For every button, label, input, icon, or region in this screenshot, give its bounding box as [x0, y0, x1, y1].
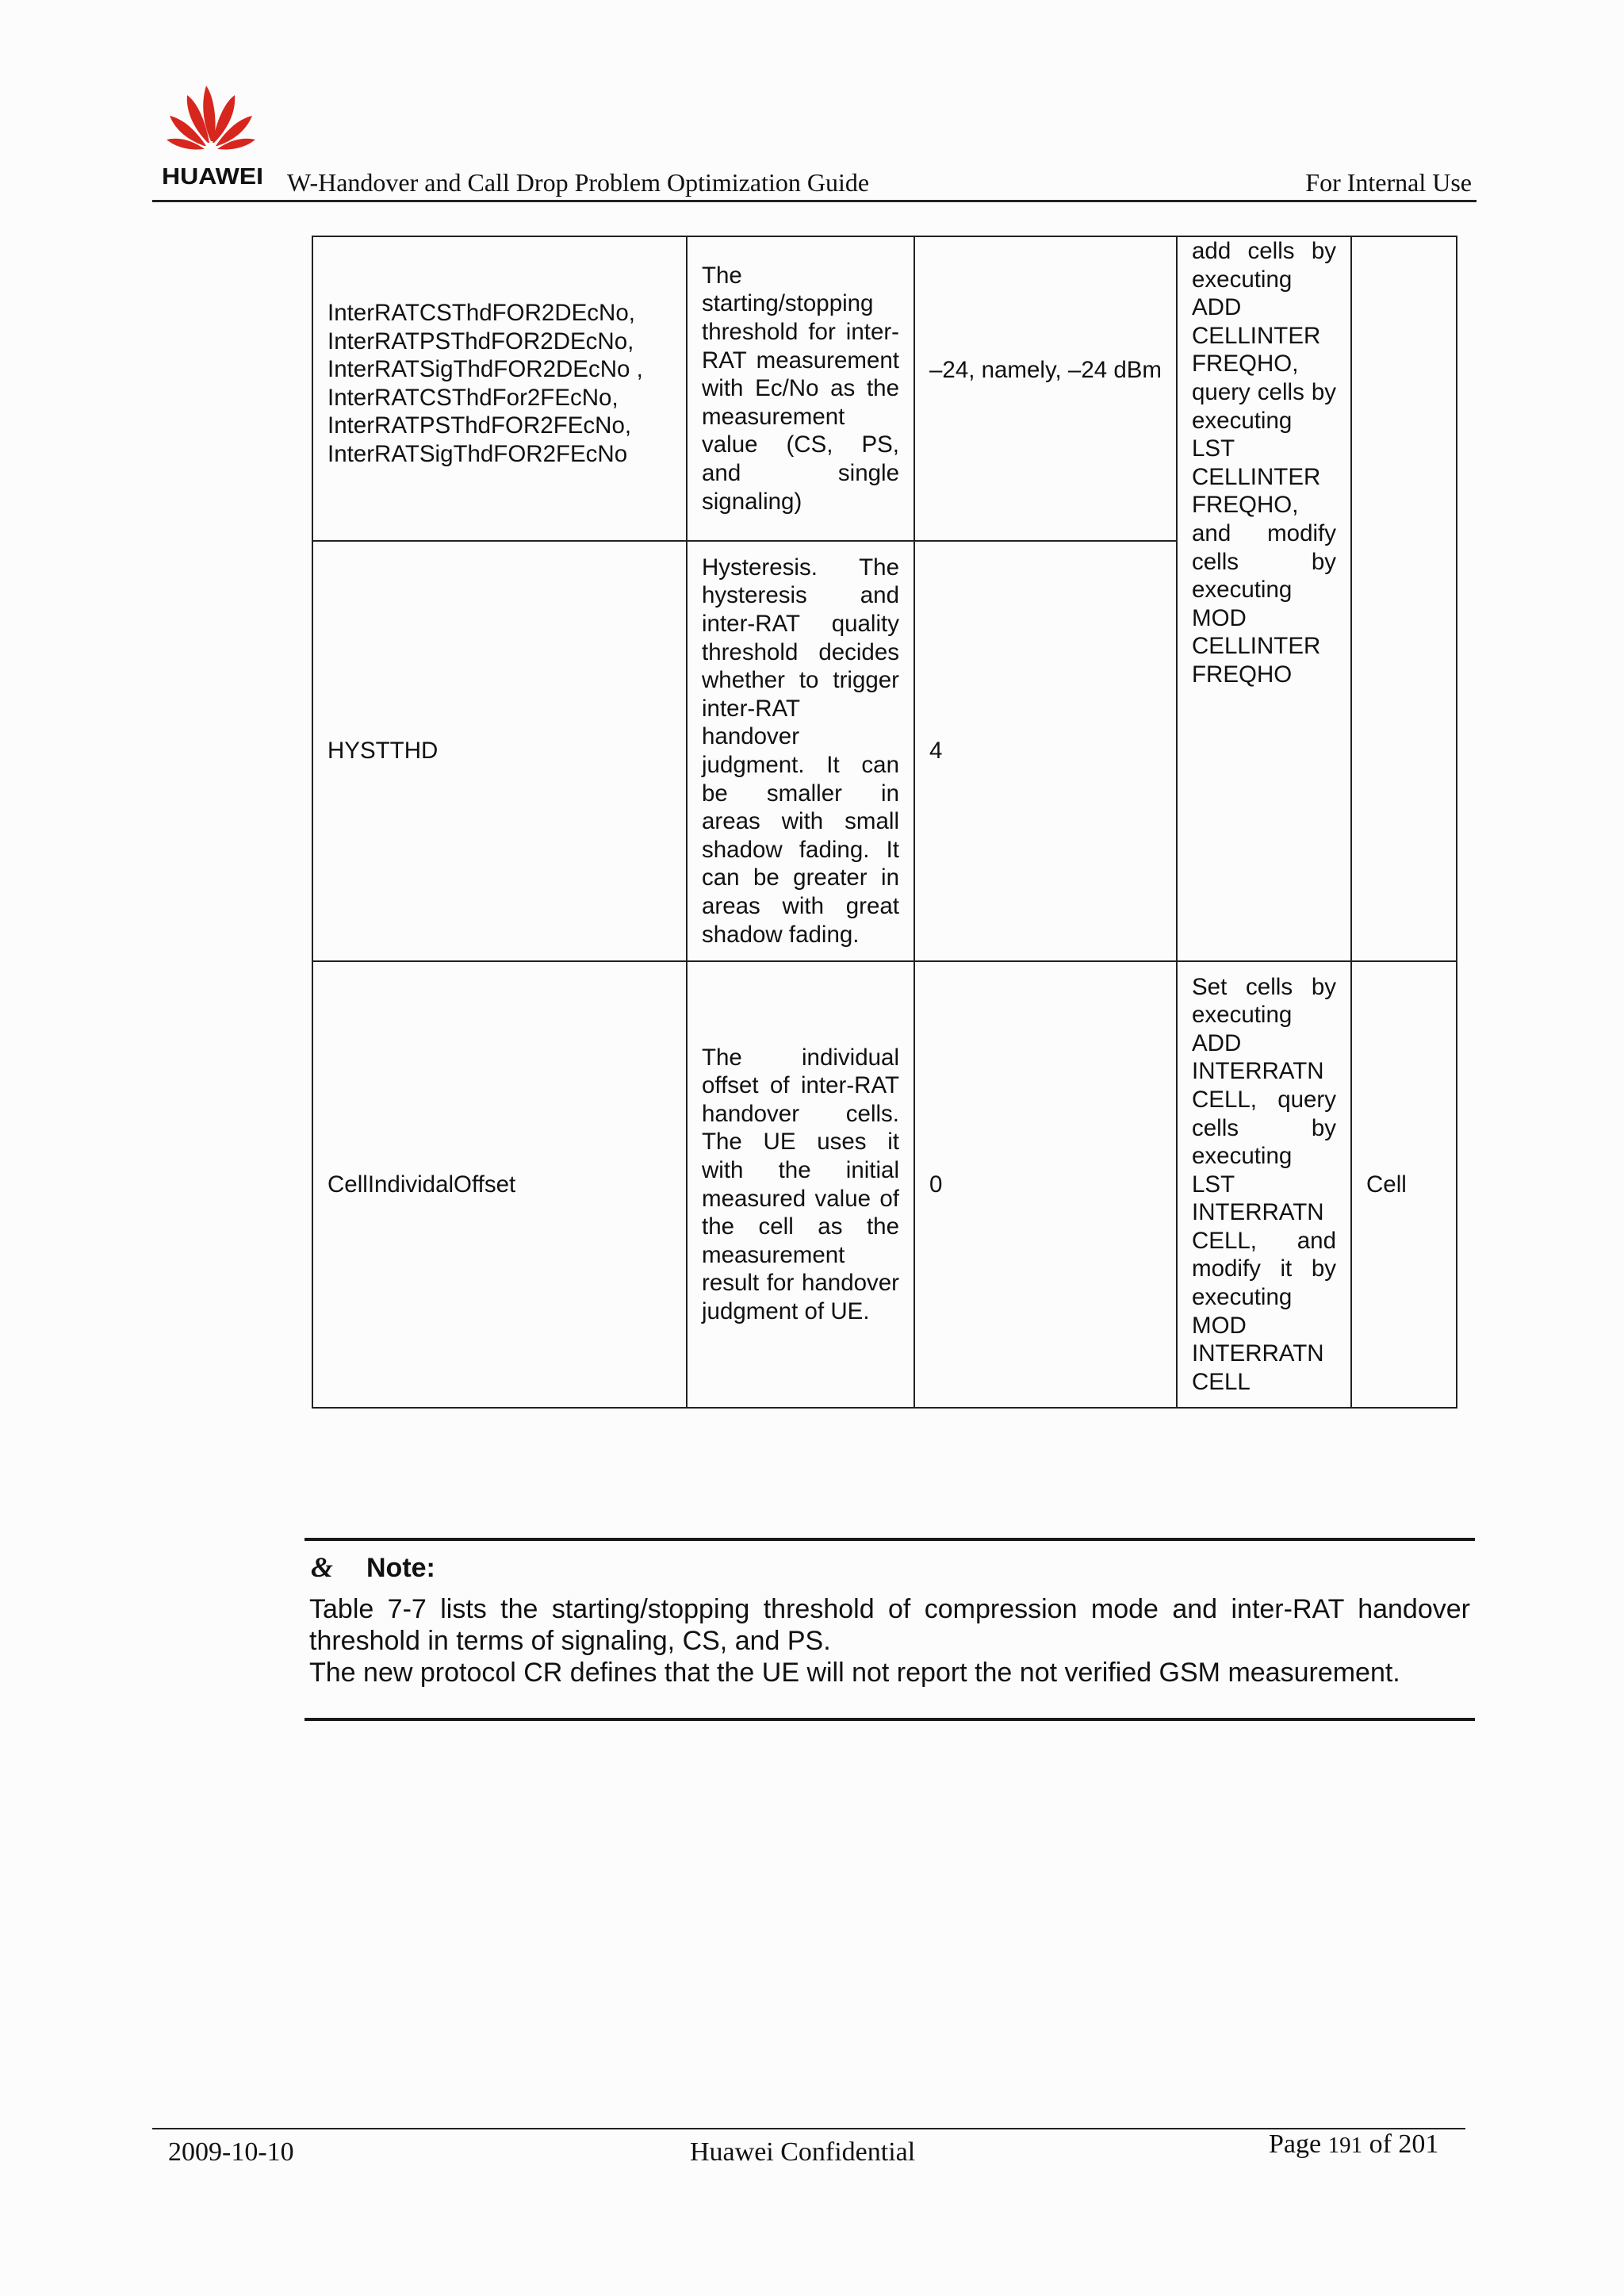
footer-date: 2009-10-10	[168, 2137, 294, 2167]
value-cell: 0	[914, 961, 1177, 1408]
note-icon: &	[311, 1551, 334, 1583]
parameter-name-cell: HYSTTHD	[312, 541, 687, 961]
note-top-divider	[304, 1538, 1475, 1541]
page-current: 191	[1327, 2133, 1363, 2158]
page-total: 201	[1398, 2129, 1439, 2159]
description-cell: The starting/stopping threshold for inter-RAT measurement with Ec/No as the measurement value (CS, PS, and single signaling)	[687, 236, 914, 541]
value-cell: –24, namely, –24 dBm	[914, 236, 1177, 541]
level-cell	[1351, 236, 1457, 961]
page-number	[1269, 2129, 1438, 2160]
value-cell: 4	[914, 541, 1177, 961]
level-cell: Cell	[1351, 961, 1457, 1408]
page-label: Page	[1269, 2129, 1322, 2159]
note-line: The new protocol CR defines that the UE will not report the not verified GSM measurement.	[309, 1658, 1400, 1688]
description-cell: Hysteresis. The hysteresis and inter-RAT quality threshold decides whether to trigger inter-RAT handover judgment. It can be smaller in areas with small shadow fading. It can be greater in areas with great shadow fading.	[687, 541, 914, 961]
footer-confidential: Huawei Confidential	[690, 2137, 916, 2167]
note-bottom-divider	[304, 1718, 1475, 1721]
page-of: of	[1369, 2129, 1392, 2159]
svg-text:HUAWEI: HUAWEI	[162, 164, 263, 190]
note-title: Note:	[366, 1553, 435, 1583]
note-line: Table 7-7 lists the starting/stopping threshold of compression mode and inter-RAT handover threshold in terms of signaling, CS, and PS.	[309, 1594, 1470, 1656]
description-cell: The individual offset of inter-RAT handover cells. The UE uses it with the initial measured value of the cell as the measurement result for handover judgment of UE.	[687, 961, 914, 1408]
table-row	[312, 961, 1457, 1408]
parameter-name-cell: InterRATCSThdFOR2DEcNo, InterRATPSThdFOR2DEcNo, InterRATSigThdFOR2DEcNo , InterRATCSThdFor2FEcNo, InterRATPSThdFOR2FEcNo, InterRATSigThdFOR2FEcNo	[312, 236, 687, 541]
parameter-table	[312, 236, 1457, 1409]
huawei-logo	[159, 79, 266, 192]
note-body	[309, 1593, 1470, 1688]
parameter-name-cell: CellIndividalOffset	[312, 961, 687, 1408]
command-cell: add cells by executing ADD CELLINTER FREQHO, query cells by executing LST CELLINTER FREQHO, and modify cells by executing MOD CELLINTER FREQHO	[1177, 236, 1351, 961]
document-title: W-Handover and Call Drop Problem Optimization Guide	[287, 168, 870, 197]
command-cell: Set cells by executing ADD INTERRATN CELL, query cells by executing LST INTERRATN CELL, and modify it by executing MOD INTERRATN CELL	[1177, 961, 1351, 1408]
classification-label: For Internal Use	[1305, 168, 1472, 197]
table-row	[312, 236, 1457, 541]
header-divider	[152, 200, 1477, 202]
